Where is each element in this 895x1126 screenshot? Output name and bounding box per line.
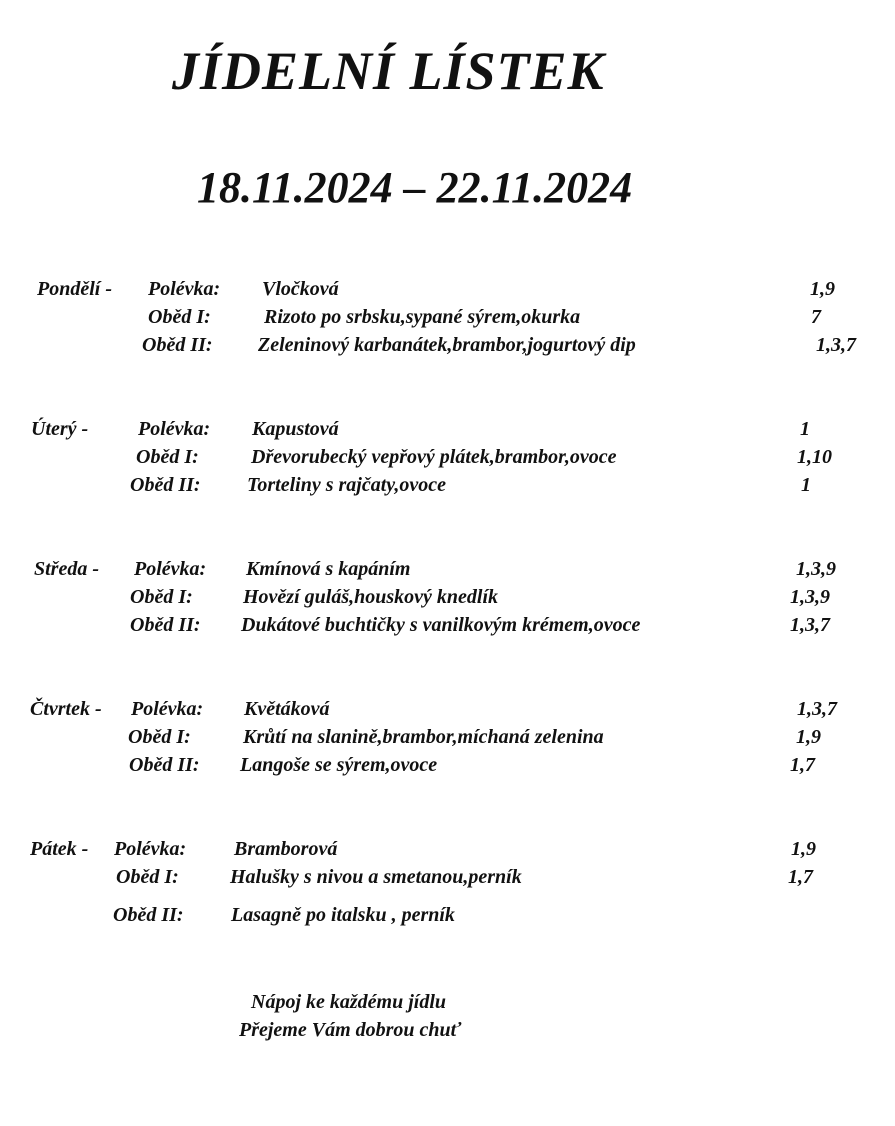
dish-name: Vločková bbox=[262, 278, 339, 300]
day-label: Středa - bbox=[34, 558, 99, 580]
allergens: 1 bbox=[801, 474, 811, 496]
allergens: 1,3,9 bbox=[796, 558, 836, 580]
bon-appetit-note: Přejeme Vám dobrou chuť bbox=[239, 1019, 462, 1041]
dish-name: Bramborová bbox=[234, 838, 338, 860]
allergens: 1,9 bbox=[796, 726, 821, 748]
dish-name: Lasagně po italsku , perník bbox=[231, 904, 455, 926]
course-label: Oběd II: bbox=[113, 904, 184, 926]
dish-name: Dukátové buchtičky s vanilkovým krémem,ovoce bbox=[241, 614, 641, 636]
course-label: Polévka: bbox=[138, 418, 211, 440]
date-range: 18.11.2024 – 22.11.2024 bbox=[197, 163, 633, 212]
course-label: Oběd I: bbox=[130, 586, 193, 608]
day-label: Úterý - bbox=[31, 418, 89, 440]
course-label: Polévka: bbox=[114, 838, 187, 860]
allergens: 1,10 bbox=[797, 446, 832, 468]
course-label: Polévka: bbox=[134, 558, 207, 580]
dish-name: Květáková bbox=[244, 698, 330, 720]
course-label: Oběd I: bbox=[128, 726, 191, 748]
dish-name: Kmínová s kapáním bbox=[246, 558, 411, 580]
allergens: 7 bbox=[811, 306, 821, 328]
allergens: 1,9 bbox=[791, 838, 816, 860]
allergens: 1,7 bbox=[788, 866, 813, 888]
dish-name: Halušky s nivou a smetanou,perník bbox=[230, 866, 522, 888]
day-label: Pátek - bbox=[30, 838, 89, 860]
course-label: Oběd II: bbox=[130, 614, 201, 636]
day-label: Čtvrtek - bbox=[30, 698, 102, 720]
drink-note: Nápoj ke každému jídlu bbox=[251, 991, 447, 1013]
dish-name: Torteliny s rajčaty,ovoce bbox=[247, 474, 447, 496]
course-label: Oběd I: bbox=[148, 306, 211, 328]
course-label: Oběd II: bbox=[142, 334, 213, 356]
allergens: 1 bbox=[800, 418, 810, 440]
allergens: 1,3,7 bbox=[797, 698, 837, 720]
course-label: Oběd I: bbox=[136, 446, 199, 468]
dish-name: Rizoto po srbsku,sypané sýrem,okurka bbox=[264, 306, 581, 328]
dish-name: Hovězí guláš,houskový knedlík bbox=[243, 586, 499, 608]
menu-title: JÍDELNÍ LÍSTEK bbox=[172, 41, 605, 101]
allergens: 1,3,7 bbox=[790, 614, 830, 636]
course-label: Oběd I: bbox=[116, 866, 179, 888]
dish-name: Zeleninový karbanátek,brambor,jogurtový dip bbox=[258, 334, 636, 356]
course-label: Oběd II: bbox=[129, 754, 200, 776]
dish-name: Krůtí na slanině,brambor,míchaná zelenina bbox=[243, 726, 604, 748]
dish-name: Langoše se sýrem,ovoce bbox=[240, 754, 438, 776]
course-label: Oběd II: bbox=[130, 474, 201, 496]
course-label: Polévka: bbox=[131, 698, 204, 720]
allergens: 1,9 bbox=[810, 278, 835, 300]
allergens: 1,7 bbox=[790, 754, 815, 776]
allergens: 1,3,9 bbox=[790, 586, 830, 608]
day-label: Pondělí - bbox=[37, 278, 112, 300]
allergens: 1,3,7 bbox=[816, 334, 856, 356]
dish-name: Dřevorubecký vepřový plátek,brambor,ovoce bbox=[251, 446, 617, 468]
course-label: Polévka: bbox=[148, 278, 221, 300]
dish-name: Kapustová bbox=[252, 418, 339, 440]
